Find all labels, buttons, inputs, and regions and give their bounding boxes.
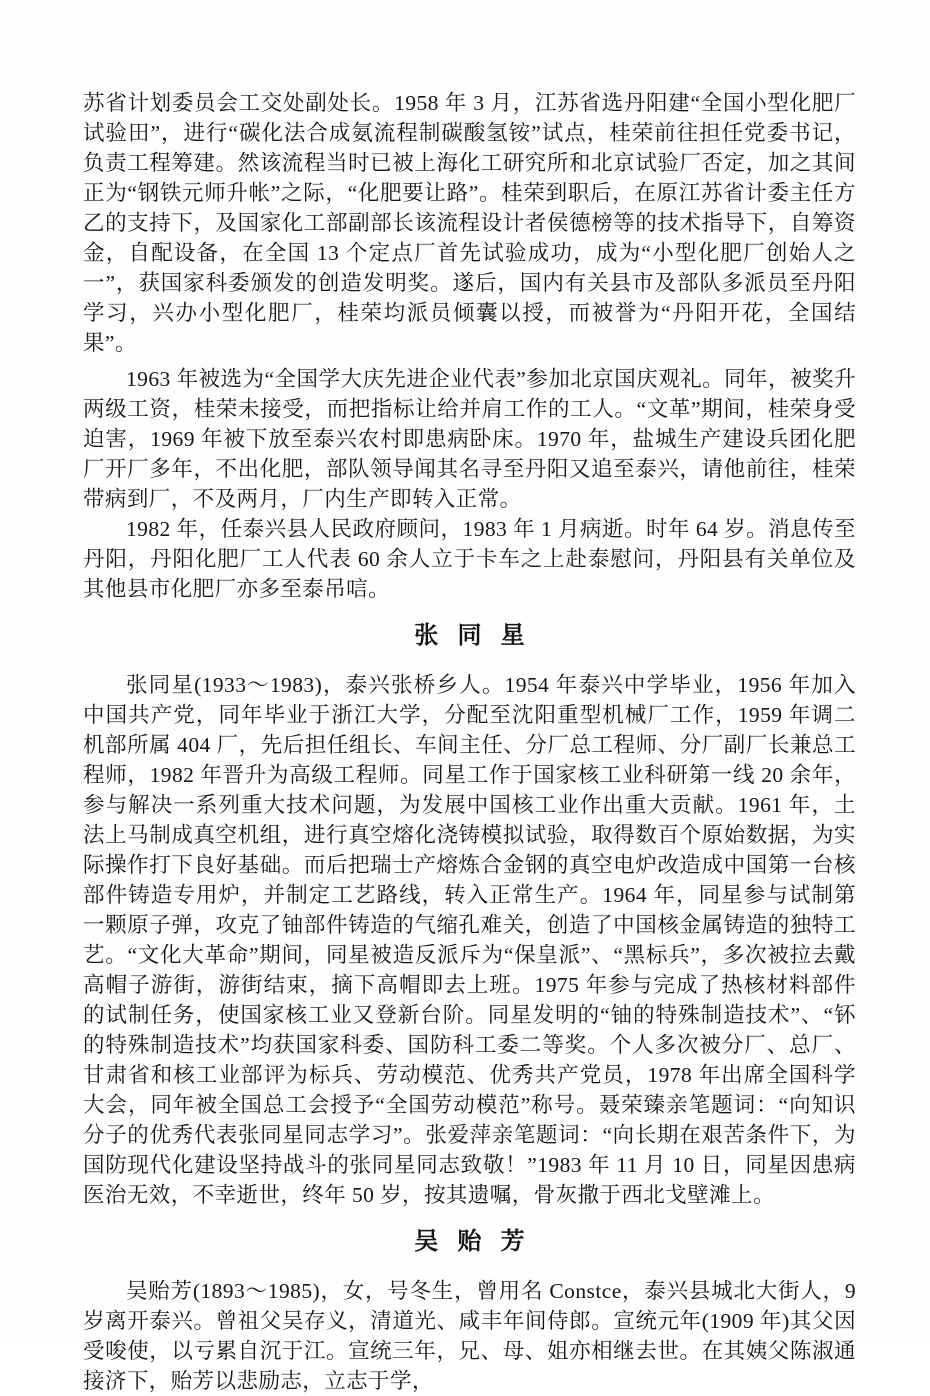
paragraph-guirong-1982: 1982 年，任泰兴县人民政府顾问，1983 年 1 月病逝。时年 64 岁。消息传至丹阳，丹阳化肥厂工人代表 60 余人立于卡车之上赴泰慰问，丹阳县有关单位及其他县市化肥厂亦多至泰吊唁。 <box>83 517 856 601</box>
paragraph-guirong-continuation: 苏省计划委员会工交处副处长。1958 年 3 月，江苏省选丹阳建“全国小型化肥厂试验田”，进行“碳化法合成氨流程制碳酸氢铵”试点，桂荣前往担任党委书记，负责工程筹建。然该流程当时已被上海化工研究所和北京试验厂否定，加之其间正为“钢铁元师升帐”之际，“化肥要让路”。桂荣到职后，在原江苏省计委主任方乙的支持下，及国家化工部副部长该流程设计者侯德榜等的技术指导下，自筹资金，自配设备，在全国 13 个定点厂首先试验成功，成为“小型化肥厂创始人之一”，获国家科委颁发的创造发明奖。遂后，国内有关县市及部队多派员至丹阳学习，兴办小型化肥厂，桂荣均派员倾囊以授，而被誉为“丹阳开花，全国结果”。 <box>83 91 856 355</box>
heading-wu-yifang: 吴贻芳 <box>414 1227 544 1255</box>
paragraph-zhang-tongxing-bio: 张同星(1933～1983)，泰兴张桥乡人。1954 年泰兴中学毕业，1956 年加入中国共产党，同年毕业于浙江大学，分配至沈阳重型机械厂工作，1959 年调二机部所属 404 厂，先后担任组长、车间主任、分厂总工程师、分厂副厂长兼总工程师，1982 年晋升为高级工程师。同星工作于国家核工业科研第一线 20 余年，参与解决一系列重大技术问题，为发展中国核工业作出重大贡献。1961 年，土法上马制成真空机组，进行真空熔化浇铸模拟试验，取得数百个原始数据，为实际操作打下良好基础。而后把瑞士产熔炼合金钢的真空电炉改造成中国第一台核部件铸造专用炉，并制定工艺路线，转入正常生产。1964 年，同星参与试制第一颗原子弹，攻克了铀部件铸造的气缩孔难关，创造了中国核金属铸造的独特工艺。“文化大革命”期间，同星被造反派斥为“保皇派”、“黑标兵”，多次被拉去戴高帽子游街，游街结束，摘下高帽即去上班。1975 年参与完成了热核材料部件的试制任务，使国家核工业又登新台阶。同星发明的“铀的特殊制造技术”、“钚的特殊制造技术”均获国家科委、国防科工委二等奖。个人多次被分厂、总厂、甘肃省和核工业部评为标兵、劳动模范、优秀共产党员，1978 年出席全国科学大会，同年被全国总工会授予“全国劳动模范”称号。聂荣臻亲笔题词：“向知识分子的优秀代表张同星同志学习”。张爱萍亲笔题词：“向长期在艰苦条件下，为国防现代化建设坚持战斗的张同星同志致敬！”1983 年 11 月 10 日，同星因患病医治无效，不幸逝世，终年 50 岁，按其遗嘱，骨灰撒于西北戈壁滩上。 <box>83 673 856 1207</box>
paragraph-wu-yifang-bio: 吴贻芳(1893～1985)，女，号冬生，曾用名 Constce，泰兴县城北大街人，9 岁离开泰兴。曾祖父吴存义，清道光、咸丰年间侍郎。宣统元年(1909 年)其父因受唆使，以亏累自沉于江。宣统三年，兄、母、姐亦相继去世。在其姨父陈淑通接济下，贻芳以悲励志，立志于学， <box>83 1279 856 1393</box>
paragraph-guirong-1963: 1963 年被选为“全国学大庆先进企业代表”参加北京国庆观礼。同年，被奖升两级工资，桂荣未接受，而把指标让给并肩工作的工人。“文革”期间，桂荣身受迫害，1969 年被下放至泰兴农村即患病卧床。1970 年，盐城生产建设兵团化肥厂开厂多年，不出化肥，部队领导闻其名寻至丹阳又追至泰兴，请他前往，桂荣带病到厂，不及两月，厂内生产即转入正常。 <box>83 367 856 511</box>
heading-zhang-tongxing: 张同星 <box>414 621 544 649</box>
